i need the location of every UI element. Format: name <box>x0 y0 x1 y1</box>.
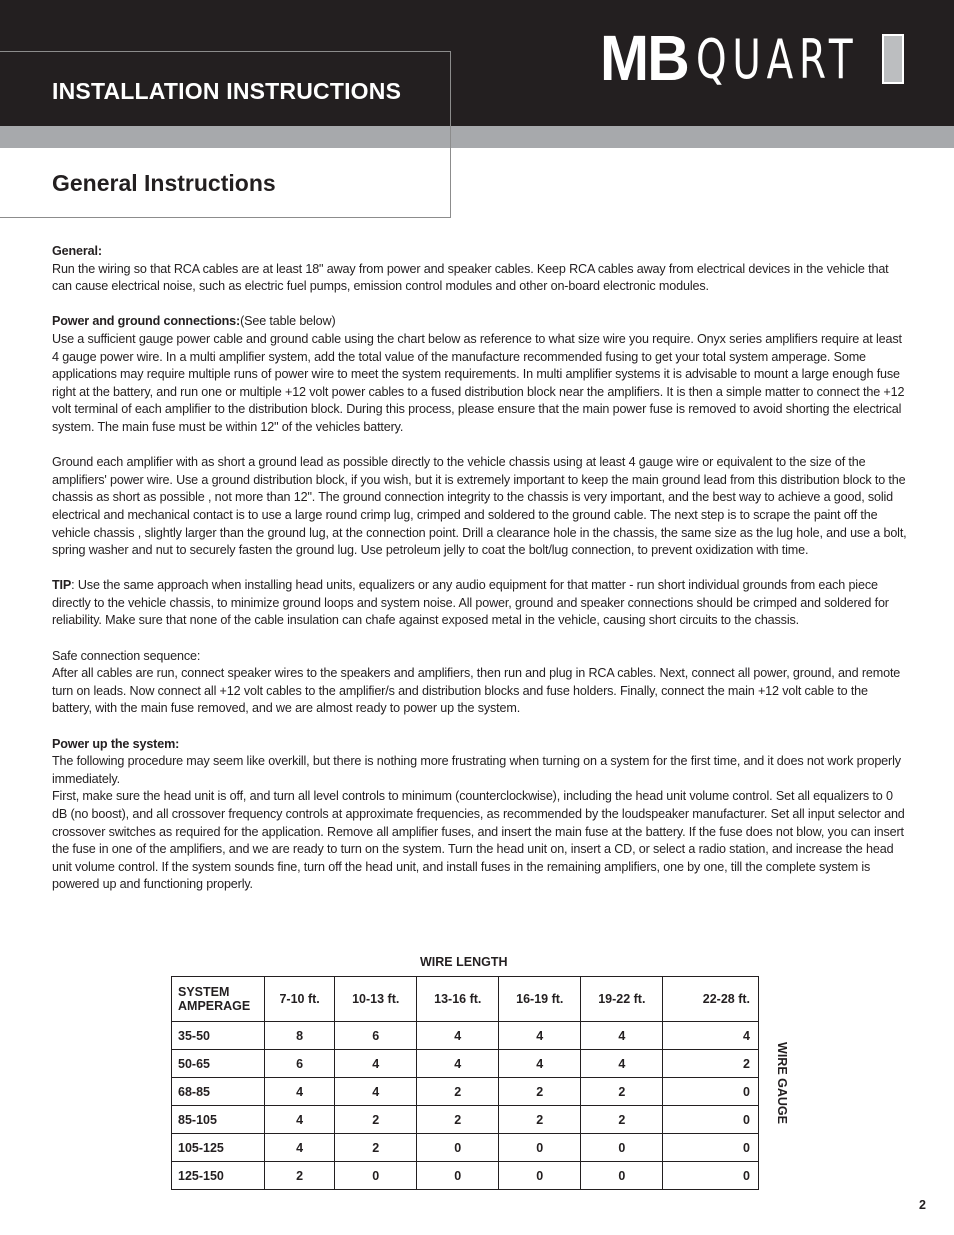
gauge-cell: 4 <box>417 1050 499 1078</box>
table-row <box>172 1078 759 1106</box>
header-length: 16-19 ft. <box>499 977 581 1022</box>
logo-mb: MB <box>600 22 688 94</box>
gauge-cell: 0 <box>335 1162 417 1190</box>
power-up-heading: Power up the system: <box>52 736 180 751</box>
gauge-cell: 2 <box>417 1106 499 1134</box>
gauge-cell: 8 <box>265 1022 335 1050</box>
gauge-cell: 6 <box>335 1022 417 1050</box>
amperage-cell: 125-150 <box>172 1162 265 1190</box>
gauge-cell: 4 <box>265 1078 335 1106</box>
gauge-cell: 2 <box>335 1134 417 1162</box>
power-up-text-1: The following procedure may seem like overkill, but there is nothing more frustrating when turning on a system for the first time, and it does not work properly immediately. <box>52 754 901 786</box>
gauge-cell: 0 <box>417 1162 499 1190</box>
gauge-cell: 0 <box>663 1134 759 1162</box>
gauge-cell: 2 <box>581 1078 663 1106</box>
body-text <box>52 243 908 894</box>
general-text: Run the wiring so that RCA cables are at least 18" away from power and speaker cables. Keep RCA cables away from electrical devices in the vehicle that can cause electrical noise, such as electric fuel pumps, emission control modules and other on-board electronic modules. <box>52 261 889 294</box>
gauge-cell: 0 <box>663 1162 759 1190</box>
general-heading: General: <box>52 244 102 258</box>
gauge-cell: 0 <box>581 1134 663 1162</box>
gauge-cell: 4 <box>499 1022 581 1050</box>
general-paragraph <box>52 243 908 296</box>
header-length: 19-22 ft. <box>581 977 663 1022</box>
power-up-text-2: First, make sure the head unit is off, and turn all level controls to minimum (counterclockwise), including the head unit volume control. Set all equalizers to 0 dB (no boost), and all crossover frequency controls at approximate frequencies, as recommended by the loudspeaker manufacturer. Set all input selector and crossover switches as required for the application. Remove all amplifier fuses, and insert the main fuse at the battery. If the fuse does not blow, you can insert the fuse in one of the amplifiers, and we are ready to turn on the system. Turn the head unit on, insert a CD, or select a radio station, and increase the head unit volume control. If the system sounds fine, turn off the head unit, and install fuses in the remaining amplifiers, one by one, till the complete system is powered up and functioning properly. <box>52 789 905 892</box>
table-row <box>172 1022 759 1050</box>
table-row <box>172 1134 759 1162</box>
gauge-cell: 2 <box>499 1078 581 1106</box>
header-length: 22-28 ft. <box>663 977 759 1022</box>
gauge-cell: 6 <box>265 1050 335 1078</box>
header-length: 13-16 ft. <box>417 977 499 1022</box>
gauge-cell: 4 <box>581 1022 663 1050</box>
table-row <box>172 1162 759 1190</box>
power-up-paragraph <box>52 736 908 894</box>
sequence-text: After all cables are run, connect speaker wires to the speakers and amplifiers, then run and plug in RCA cables. Next, connect all power, ground, and remote turn on leads. Now connect all +12 volt cables to the amplifier/s and distribution blocks and fuse holders. Finally, connect the main +12 volt cable to the battery, with the main fuse removed, and we are almost ready to power up the system. <box>52 666 901 716</box>
gauge-cell: 2 <box>335 1106 417 1134</box>
amperage-cell: 105-125 <box>172 1134 265 1162</box>
ground-paragraph <box>52 454 908 560</box>
table-row <box>172 1050 759 1078</box>
gauge-cell: 2 <box>417 1078 499 1106</box>
amperage-cell: 85-105 <box>172 1106 265 1134</box>
tip-text: : Use the same approach when installing head units, equalizers or any audio equipment for that matter - run short individual grounds from each piece directly to the vehicle chassis, to minimize ground loops and system noise. All power, ground and speaker connections should be crimped and soldered for reliability. Make sure that none of the cable insulation can chafe against exposed metal in the vehicle, causing short circuits to the chassis. <box>52 578 889 628</box>
mb-quart-logo <box>600 22 904 94</box>
wire-gauge-table <box>171 976 759 1190</box>
gauge-cell: 2 <box>581 1106 663 1134</box>
wire-length-title: WIRE LENGTH <box>420 955 508 969</box>
installation-title: INSTALLATION INSTRUCTIONS <box>52 78 402 104</box>
logo-box-icon <box>882 34 904 84</box>
sequence-heading: Safe connection sequence: <box>52 648 201 663</box>
gauge-cell: 4 <box>335 1050 417 1078</box>
gauge-cell: 0 <box>663 1106 759 1134</box>
amperage-cell: 68-85 <box>172 1078 265 1106</box>
gauge-cell: 4 <box>265 1106 335 1134</box>
ground-text: Ground each amplifier with as short a ground lead as possible directly to the vehicle chassis using at least 4 gauge wire or equivalent to the size of the amplifiers' power wire. Use a ground distribution block, if you wish, but it is extremely important to keep the main ground lead from this distribution block to the chassis as short as possible , not more than 12". The ground connection integrity to the chassis is very important, and the best way to achieve a good, solid electrical and mechanical contact is to use a large round crimp lug, crimped and soldered to the ground cable. The next step is to scrape the paint off the vehicle chassis , slightly larger than the ground lug, at the connection point. Drill a clearance hole in the chassis, the same size as the lug hole, and use a bolt, spring washer and nut to securely fasten the ground lug. Use petroleum jelly to coat the bolt/lug connection, to prevent oxidization with time. <box>52 455 907 558</box>
power-ground-heading: Power and ground connections: <box>52 314 241 329</box>
gauge-cell: 0 <box>663 1078 759 1106</box>
gauge-cell: 0 <box>499 1134 581 1162</box>
gauge-cell: 2 <box>663 1050 759 1078</box>
header-length: 10-13 ft. <box>335 977 417 1022</box>
section-title: General Instructions <box>52 170 276 196</box>
gauge-cell: 4 <box>499 1050 581 1078</box>
logo-quart: QUART <box>696 28 859 91</box>
gauge-cell: 4 <box>335 1078 417 1106</box>
wire-gauge-label <box>775 1040 789 1126</box>
gauge-cell: 0 <box>417 1134 499 1162</box>
tip-heading: TIP <box>52 578 72 593</box>
amperage-cell: 50-65 <box>172 1050 265 1078</box>
amperage-cell: 35-50 <box>172 1022 265 1050</box>
gauge-cell: 4 <box>581 1050 663 1078</box>
table-row <box>172 1106 759 1134</box>
header-amperage: SYSTEM AMPERAGE <box>172 977 265 1022</box>
table-header-row <box>172 977 759 1022</box>
tip-paragraph <box>52 577 908 630</box>
wire-gauge-label-text: WIRE GAUGE <box>775 1042 789 1124</box>
header-length: 7-10 ft. <box>265 977 335 1022</box>
gauge-cell: 0 <box>499 1162 581 1190</box>
power-ground-note: (See table below) <box>240 314 336 329</box>
gauge-cell: 0 <box>581 1162 663 1190</box>
power-ground-text: Use a sufficient gauge power cable and ground cable using the chart below as reference to what size wire you require. Onyx series amplifiers require at least 4 gauge power wire. In a multi amplifier system, add the total value of the manufacture recommended fusing to get your total system amperage. Some applications may require multiple runs of power wire to meet the system requirements. In multi amplifier systems it is advisable to mount a large enough fuse right at the battery, and run one or multiple +12 volt power cables to a fused distribution block near the amplifiers. It is then a simple matter to connect the +12 volt terminal of each amplifier to the distribution block. During this process, please ensure that the main power fuse is removed to avoid shorting the electrical system. The main fuse must be within 12" of the vehicles battery. <box>52 331 905 434</box>
gauge-cell: 4 <box>265 1134 335 1162</box>
power-ground-paragraph <box>52 313 908 436</box>
gauge-cell: 4 <box>663 1022 759 1050</box>
gauge-cell: 2 <box>499 1106 581 1134</box>
gauge-cell: 4 <box>417 1022 499 1050</box>
sequence-paragraph <box>52 648 908 718</box>
gauge-cell: 2 <box>265 1162 335 1190</box>
page-number: 2 <box>919 1198 926 1212</box>
